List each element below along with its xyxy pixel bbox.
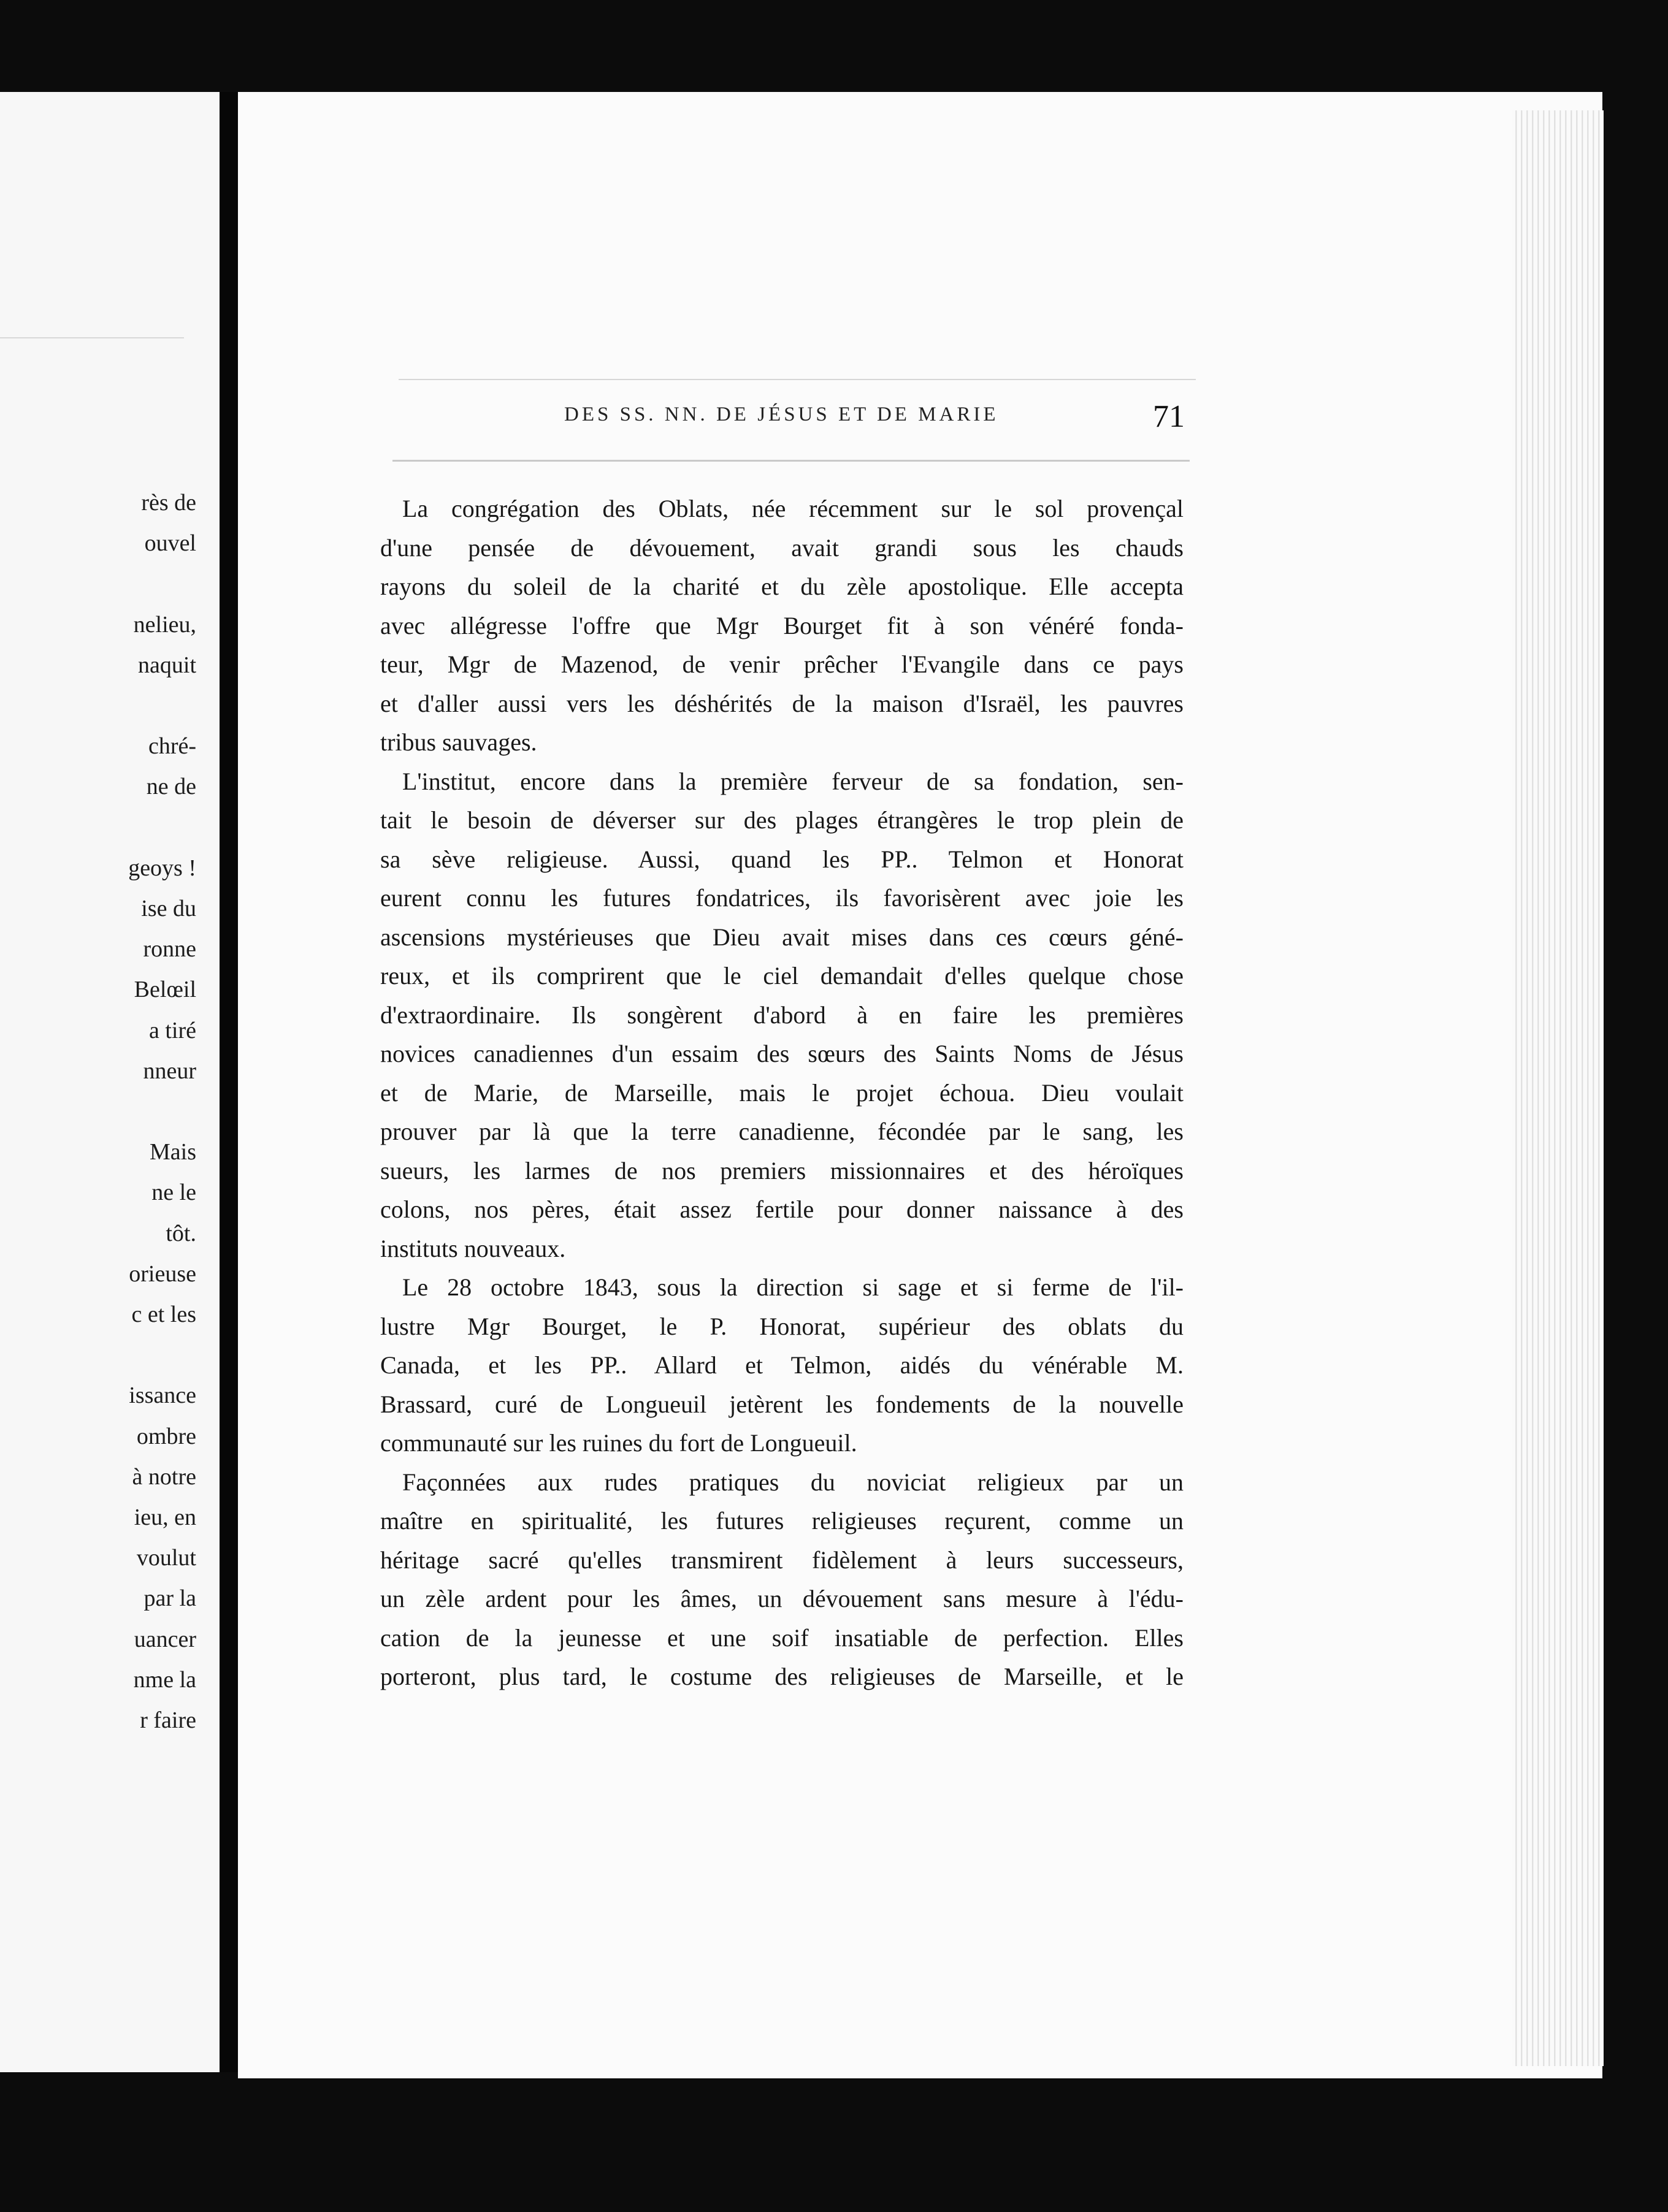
left-page-divider bbox=[0, 337, 184, 338]
paragraph-line: La congrégation des Oblats, née récemment sur le sol provençal bbox=[402, 495, 1184, 522]
left-page-fragment: tôt. bbox=[166, 1220, 196, 1246]
left-page-fragment: ne de bbox=[146, 774, 196, 800]
paragraph-line: Façonnées aux rudes pratiques du noviciat religieux par un bbox=[402, 1468, 1184, 1496]
left-page-fragment: a tiré bbox=[148, 1017, 196, 1043]
left-page-fragment: nneur bbox=[143, 1058, 196, 1084]
page-number: 71 bbox=[1153, 399, 1185, 434]
left-page-fragment: c et les bbox=[131, 1302, 196, 1327]
left-page-fragment: geoys ! bbox=[128, 855, 196, 881]
left-page-fragment: chré- bbox=[148, 733, 196, 760]
left-page-fragment: Mais bbox=[150, 1139, 196, 1165]
paragraph-line: cation de la jeunesse et une soif insatiable de perfection. Elles bbox=[380, 1623, 1184, 1652]
left-page-fragment: à notre bbox=[132, 1463, 196, 1490]
paragraph-line: porteront, plus tard, le costume des religieuses de Marseille, et le bbox=[380, 1663, 1184, 1690]
book-gutter bbox=[220, 92, 238, 2072]
paragraph-line: maître en spiritualité, les futures religieuses reçurent, comme un bbox=[380, 1507, 1184, 1535]
paragraph-line: tait le besoin de déverser sur des plages étrangères le trop plein de bbox=[380, 806, 1184, 834]
paragraph-line: d'extraordinaire. Ils songèrent d'abord à en faire les premières bbox=[380, 1001, 1184, 1029]
paragraph-line: communauté sur les ruines du fort de Longueuil. bbox=[380, 1429, 857, 1457]
left-page-fragment: r faire bbox=[140, 1707, 196, 1733]
paragraph-line: Brassard, curé de Longueuil jetèrent les fondements de la nouvelle bbox=[380, 1390, 1184, 1418]
paragraph-line: Le 28 octobre 1843, sous la direction si sage et si ferme de l'il- bbox=[402, 1273, 1184, 1301]
paragraph-line: Canada, et les PP.. Allard et Telmon, aidés du vénérable M. bbox=[380, 1351, 1184, 1379]
paragraph-line: et d'aller aussi vers les déshérités de la maison d'Israël, les pauvres bbox=[380, 689, 1184, 717]
paragraph-line: tribus sauvages. bbox=[380, 728, 537, 756]
left-page bbox=[0, 92, 220, 2072]
left-page-fragment: issance bbox=[129, 1382, 196, 1409]
paragraph-line: teur, Mgr de Mazenod, de venir prêcher l'Evangile dans ce pays bbox=[380, 650, 1184, 678]
left-page-fragment: nelieu, bbox=[133, 611, 196, 638]
left-page-fragment: par la bbox=[143, 1585, 196, 1612]
paragraph-line: lustre Mgr Bourget, le P. Honorat, supérieur des oblats du bbox=[380, 1312, 1184, 1340]
left-page-fragment: ronne bbox=[143, 936, 196, 963]
paragraph-line: ascensions mystérieuses que Dieu avait mises dans ces cœurs géné- bbox=[380, 923, 1184, 951]
left-page-fragment: Belœil bbox=[134, 977, 196, 1003]
left-page-fragment: orieuse bbox=[129, 1260, 196, 1287]
paragraph-line: reux, et ils comprirent que le ciel demandait d'elles quelque chose bbox=[380, 962, 1184, 990]
paragraph-line: prouver par là que la terre canadienne, fécondée par le sang, les bbox=[380, 1118, 1184, 1145]
header-rule-bottom bbox=[392, 460, 1190, 462]
left-page-fragment: uancer bbox=[134, 1626, 196, 1652]
header-rule-top bbox=[399, 379, 1196, 380]
left-page-fragment: ise du bbox=[141, 896, 196, 921]
left-page-fragment: voulut bbox=[136, 1545, 196, 1571]
paragraph-line: colons, nos pères, était assez fertile pour donner naissance à des bbox=[380, 1196, 1184, 1223]
page-edges bbox=[1512, 110, 1604, 2066]
paragraph-line: et de Marie, de Marseille, mais le projet échoua. Dieu voulait bbox=[380, 1078, 1184, 1107]
left-page-fragment: ombre bbox=[136, 1423, 196, 1449]
left-page-fragment: ieu, en bbox=[134, 1505, 196, 1530]
paragraph-line: un zèle ardent pour les âmes, un dévouement sans mesure à l'édu- bbox=[380, 1585, 1184, 1612]
running-head: DES SS. NN. DE JÉSUS ET DE MARIE bbox=[564, 403, 999, 425]
left-page-fragment: naquit bbox=[138, 652, 196, 678]
paragraph-line: sa sève religieuse. Aussi, quand les PP.. Telmon et Honorat bbox=[380, 845, 1184, 873]
paragraph-line: rayons du soleil de la charité et du zèle apostolique. Elle accepta bbox=[380, 573, 1184, 600]
paragraph-line: novices canadiennes d'un essaim des sœurs des Saints Noms de Jésus bbox=[380, 1040, 1184, 1067]
paragraph-line: L'institut, encore dans la première ferveur de sa fondation, sen- bbox=[402, 767, 1184, 795]
paragraph-line: instituts nouveaux. bbox=[380, 1234, 566, 1262]
left-page-fragment: ne le bbox=[151, 1180, 196, 1206]
paragraph-line: sueurs, les larmes de nos premiers missionnaires et des héroïques bbox=[380, 1156, 1184, 1184]
paragraph-line: eurent connu les futures fondatrices, ils favorisèrent avec joie les bbox=[380, 884, 1184, 912]
paragraph-line: d'une pensée de dévouement, avait grandi sous les chauds bbox=[380, 533, 1184, 562]
left-page-fragment: rès de bbox=[141, 490, 196, 516]
paragraph-line: héritage sacré qu'elles transmirent fidèlement à leurs successeurs, bbox=[380, 1546, 1184, 1574]
left-page-fragment: ouvel bbox=[144, 530, 196, 557]
left-page-fragment: nme la bbox=[133, 1666, 196, 1693]
paragraph-line: avec allégresse l'offre que Mgr Bourget fit à son vénéré fonda- bbox=[380, 611, 1184, 639]
